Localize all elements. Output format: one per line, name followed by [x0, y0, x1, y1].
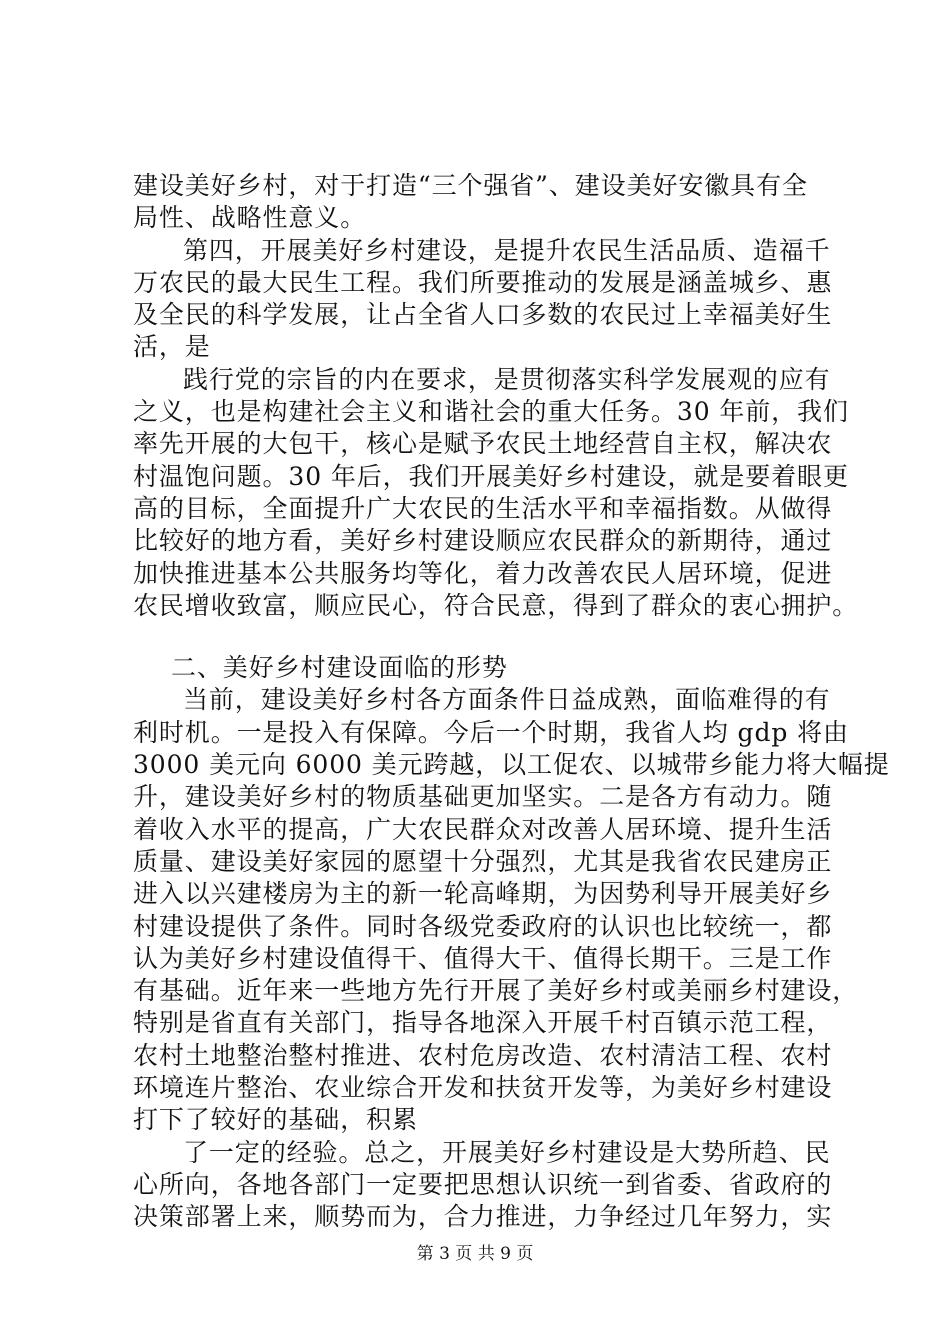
paragraph-start-line: 践行党的宗旨的内在要求，是贯彻落实科学发展观的应有 — [183, 364, 831, 394]
text-line: 环境连片整治、农业综合开发和扶贫开发等，为美好乡村建设 — [133, 1073, 833, 1103]
text-line: 农村土地整治整村推进、农村危房改造、农村清洁工程、农村 — [133, 1040, 833, 1070]
paragraph-gap — [133, 622, 823, 652]
document-body — [133, 170, 890, 1234]
text-line: 比较好的地方看，美好乡村建设顺应农民群众的新期待，通过 — [133, 526, 833, 556]
text-line: 活，是 — [133, 332, 211, 362]
text-line: 万农民的最大民生工程。我们所要推动的发展是涵盖城乡、惠 — [133, 267, 833, 297]
text-line: 质量、建设美好家园的愿望十分强烈，尤其是我省农民建房正 — [133, 846, 833, 876]
text-line: 高的目标，全面提升广大农民的生活水平和幸福指数。从做得 — [133, 493, 833, 523]
text-line: 心所向，各地各部门一定要把思想认识统一到省委、省政府的 — [133, 1169, 833, 1199]
text-line: 村建设提供了条件。同时各级党委政府的认识也比较统一，都 — [133, 911, 833, 941]
text-line: 村温饱问题。30 年后，我们开展美好乡村建设，就是要着眼更 — [133, 461, 849, 491]
paragraph-start-line: 第四，开展美好乡村建设，是提升农民生活品质、造福千 — [183, 235, 831, 265]
text-line: 认为美好乡村建设值得干、值得大干、值得长期干。三是工作 — [133, 943, 833, 973]
text-line: 局性、战略性意义。 — [133, 203, 367, 233]
text-line: 农民增收致富，顺应民心，符合民意，得到了群众的衷心拥护。 — [133, 590, 859, 620]
text-line: 建设美好乡村，对于打造“三个强省”、建设美好安徽具有全 — [133, 171, 808, 200]
paragraph-start-line: 当前，建设美好乡村各方面条件日益成熟，面临难得的有 — [183, 685, 831, 715]
text-line: 升，建设美好乡村的物质基础更加坚实。二是各方有动力。随 — [133, 782, 833, 812]
text-line: 利时机。一是投入有保障。今后一个时期，我省人均 gdp 将由 — [133, 717, 849, 747]
text-line: 决策部署上来，顺势而为，合力推进，力争经过几年努力，实 — [133, 1202, 833, 1232]
page-number-footer: 第 3 页 共 9 页 — [416, 1244, 534, 1264]
paragraph-start-line: 了一定的经验。总之，开展美好乡村建设是大势所趋、民 — [183, 1137, 831, 1167]
text-line: 3000 美元向 6000 美元跨越，以工促农、以城带乡能力将大幅提 — [133, 750, 890, 780]
section-heading: 二、美好乡村建设面临的形势 — [171, 653, 508, 683]
text-line: 及全民的科学发展，让占全省人口多数的农民过上幸福美好生 — [133, 300, 833, 330]
text-line: 之义，也是构建社会主义和谐社会的重大任务。30 年前，我们 — [133, 397, 849, 427]
text-line: 着收入水平的提高，广大农民群众对改善人居环境、提升生活 — [133, 814, 833, 844]
text-line: 打下了较好的基础，积累 — [133, 1105, 418, 1135]
text-line: 有基础。近年来一些地方先行开展了美好乡村或美丽乡村建设， — [133, 976, 859, 1006]
text-line: 率先开展的大包干，核心是赋予农民土地经营自主权，解决农 — [133, 429, 833, 459]
text-line: 进入以兴建楼房为主的新一轮高峰期，为因势利导开展美好乡 — [133, 879, 833, 909]
text-line: 加快推进基本公共服务均等化，着力改善农民人居环境，促进 — [133, 558, 833, 588]
text-line: 特别是省直有关部门，指导各地深入开展千村百镇示范工程， — [133, 1008, 833, 1038]
